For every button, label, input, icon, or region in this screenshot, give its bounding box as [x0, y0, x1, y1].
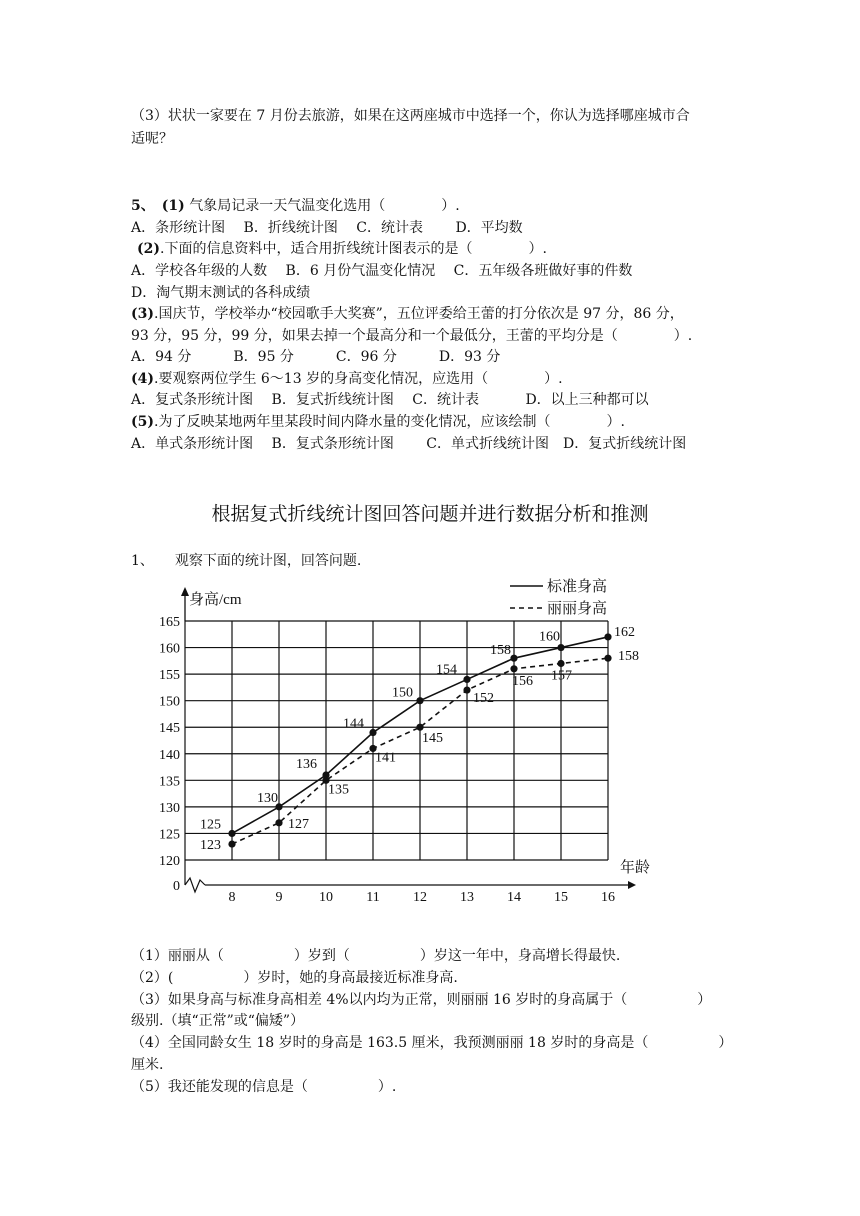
q5-p5-options: A．单式条形统计图 B．复式条形统计图 C．单式折线统计图 D．复式折线统计图 — [131, 436, 687, 452]
data-point — [463, 686, 470, 693]
question-3-line-2: 级别.（填“正常”或“偏矮”） — [131, 1013, 305, 1029]
q5-p3-number: (3) — [131, 306, 154, 322]
y-tick-label: 145 — [159, 721, 180, 737]
data-point — [369, 729, 376, 736]
legend-label: 标准身高 — [547, 579, 608, 595]
data-point — [557, 660, 564, 667]
y-tick-label: 165 — [159, 615, 180, 630]
data-label-lili: 157 — [551, 668, 572, 684]
x-tick-label: 14 — [507, 890, 521, 905]
data-label-lili: 156 — [512, 673, 533, 689]
y-tick-label: 130 — [159, 800, 180, 816]
y-tick-label: 160 — [159, 641, 180, 657]
data-label-standard: 125 — [200, 817, 221, 833]
data-point — [228, 830, 235, 837]
q5-p4-number: (4) — [131, 371, 154, 387]
q5-p2-options-2: D．淘气期末测试的各科成绩 — [131, 285, 311, 301]
q5-p3-text-2: 93 分，95 分，99 分，如果去掉一个最高分和一个最低分，王蕾的平均分是（ ）. — [131, 328, 693, 344]
q5-p3-text-1: .国庆节，学校举办“校园歌手大奖赛”，五位评委给王蕾的打分依次是 97 分，86 分， — [154, 306, 684, 322]
x-tick-label: 12 — [413, 890, 427, 905]
data-label-lili: 145 — [422, 731, 443, 747]
y-tick-label: 120 — [159, 854, 180, 869]
y-axis-label: 身高/cm — [189, 592, 242, 608]
q1-text: 观察下面的统计图，回答问题. — [174, 553, 362, 569]
data-point — [275, 819, 282, 826]
y-tick-label: 140 — [159, 747, 180, 763]
question-4-line-2: 厘米. — [131, 1057, 164, 1073]
q5-p2-number: (2) — [137, 241, 160, 257]
q5-p4-text: .要观察两位学生 6～13 岁的身高变化情况，应选用（ ）. — [154, 371, 563, 387]
x-axis-label: 年龄 — [620, 860, 651, 876]
question-4-line-1: （4）全国同龄女生 18 岁时的身高是 163.5 厘米，我预测丽丽 18 岁时的身高是（ ） — [131, 1035, 733, 1051]
axis-break-zigzag — [185, 878, 205, 892]
q5-p3-options: A．94 分 B．95 分 C．96 分 D．93 分 — [131, 349, 501, 365]
q5-p2-text: .下面的信息资料中，适合用折线统计图表示的是（ ）. — [160, 241, 547, 257]
data-label-standard: 158 — [490, 643, 511, 659]
y-tick-label: 0 — [173, 879, 180, 894]
y-tick-label: 150 — [159, 694, 180, 710]
x-tick-label: 8 — [228, 890, 236, 905]
data-point — [557, 644, 564, 651]
question-5: （5）我还能发现的信息是（ ）. — [131, 1079, 397, 1095]
data-label-standard: 160 — [539, 629, 560, 645]
data-point — [604, 633, 611, 640]
q5-p5-number: (5) — [131, 414, 154, 430]
data-label-lili: 127 — [288, 816, 309, 832]
y-tick-label: 155 — [159, 668, 180, 684]
data-label-standard: 154 — [436, 662, 457, 678]
data-point — [510, 665, 517, 672]
y-axis-arrow — [181, 587, 189, 596]
data-label-lili: 158 — [618, 649, 639, 665]
data-point — [510, 655, 517, 662]
data-point — [604, 655, 611, 662]
x-axis-arrow — [628, 881, 636, 889]
q1-number: 1、 — [131, 553, 147, 569]
section-title: 根据复式折线统计图回答问题并进行数据分析和推测 — [211, 503, 649, 525]
data-point — [416, 697, 423, 704]
q5-p1-number: (1) — [161, 198, 185, 214]
q5-p1-options: A．条形统计图 B．折线统计图 C．统计表 D．平均数 — [131, 220, 523, 236]
x-tick-label: 15 — [554, 890, 568, 905]
x-tick-label: 16 — [601, 890, 615, 905]
question-2: （2）( ）岁时，她的身高最接近标准身高. — [131, 970, 458, 986]
data-label-lili: 141 — [375, 750, 396, 766]
q3-line-1: （3）状状一家要在 7 月份去旅游，如果在这两座城市中选择一个，你认为选择哪座城市合 — [131, 108, 690, 124]
data-label-lili: 152 — [473, 691, 494, 707]
data-point — [463, 676, 470, 683]
data-label-standard: 130 — [257, 790, 278, 806]
data-point — [228, 840, 235, 847]
x-tick-label: 10 — [319, 890, 333, 905]
data-point — [416, 724, 423, 731]
q5-p2-options-1: A．学校各年级的人数 B．6 月份气温变化情况 C．五年级各班做好事的件数 — [131, 263, 633, 279]
x-tick-label: 9 — [275, 890, 283, 905]
data-label-lili: 135 — [328, 782, 349, 798]
y-tick-label: 125 — [159, 827, 180, 843]
q5-p5-text: .为了反映某地两年里某段时间内降水量的变化情况，应该绘制（ ）. — [154, 414, 625, 430]
legend-label: 丽丽身高 — [547, 601, 608, 617]
data-label-standard: 144 — [343, 716, 364, 732]
question-3-line-1: （3）如果身高与标准身高相差 4%以内均为正常，则丽丽 16 岁时的身高属于（ ） — [131, 992, 712, 1008]
q3-line-2: 适呢？ — [131, 131, 173, 147]
x-tick-label: 11 — [366, 890, 380, 905]
question-1: （1）丽丽从（ ）岁到（ ）岁这一年中，身高增长得最快. — [131, 948, 621, 964]
data-label-standard: 150 — [392, 685, 413, 701]
data-label-standard: 162 — [614, 624, 635, 640]
data-label-standard: 136 — [296, 757, 317, 773]
q5-number: 5、 — [131, 198, 148, 214]
x-tick-label: 13 — [460, 890, 474, 905]
data-label-lili: 123 — [200, 838, 221, 854]
q5-p4-options: A．复式条形统计图 B．复式折线统计图 C．统计表 D．以上三种都可以 — [131, 392, 649, 408]
y-tick-label: 135 — [159, 774, 180, 790]
q5-p1-text: 气象局记录一天气温变化选用（ ）. — [189, 198, 460, 214]
